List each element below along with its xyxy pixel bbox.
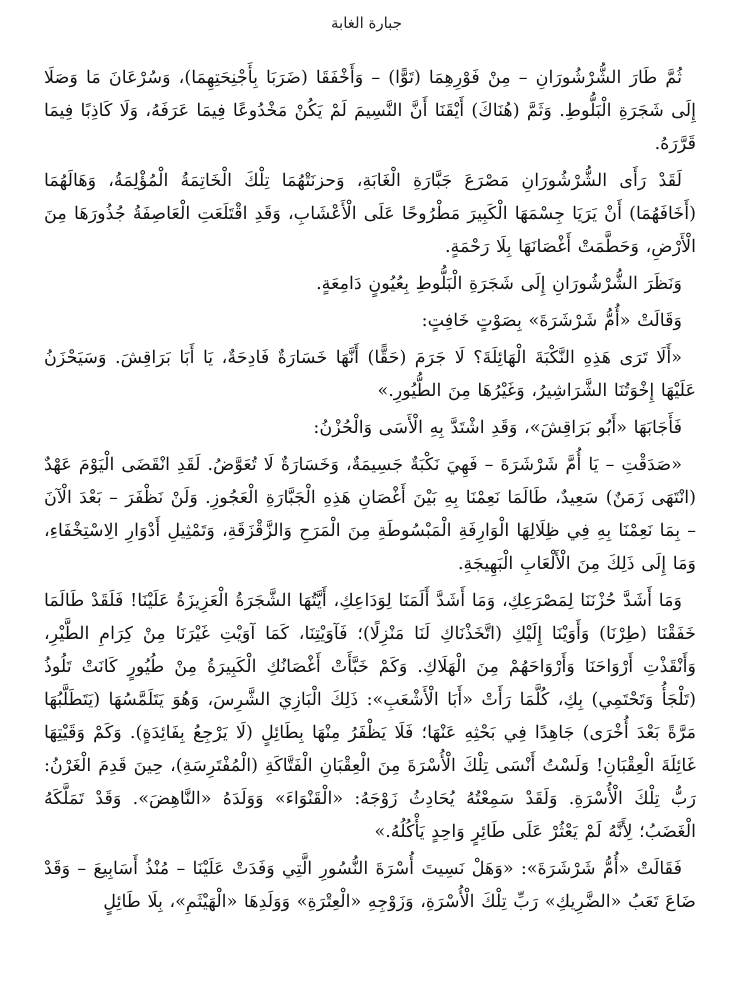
paragraph-3: وَنَظَرَ الشُّرْشُورَانِ إِلَى شَجَرَةِ الْبَلُّوطِ بِعُيُونٍ دَامِعَةٍ. <box>316 274 682 294</box>
paragraph-4: وَقَالَتْ «أُمُّ شَرْشَرَةَ» بِصَوْتٍ خَافِتٍ: <box>421 311 682 331</box>
paragraph-9: فَقَالَتْ «أُمُّ شَرْشَرَةَ»: «وَهَلْ نَسِيتَ أُسْرَةَ النُّسُورِ الَّتِي وَفَدَتْ عَلَيْنَا – مُنْذُ أَسَابِيعَ – وَقَدْ ضَاعَ تَعَبُ «الضَّرِيكِ» رَبِّ تِلْكَ الْأُسْرَةِ، وَزَوْجِهِ «الْعِتْرَةِ» وَوَلَدِهَا «الْهَيْثَمِ»، بِلَا طَائِلٍ <box>44 859 696 912</box>
paragraph-8: وَمَا أَشَدَّ حُزْنَنَا لِمَصْرَعِكِ، وَمَا أَشَدَّ أَلَمَنَا لِوَدَاعِكِ، أَيَّتُهَا الشَّجَرَةُ الْعَزِيزَةُ عَلَيْنَا! فَلَقَدْ طَالَمَا خَفَقْنَا (طِرْنَا) وَأَوَيْنَا إِلَيْكِ (اتَّخَذْنَاكِ لَنَا مَنْزِلًا)؛ فَآوَيْتِنَا، كَمَا آوَيْتِ غَيْرَنَا مِنْ كِرَامِ الطَّيْرِ، وَأَنْقَذْتِ أَرْوَاحَنَا وَأَرْوَاحَهُمْ مِنَ الْهَلَاكِ. وَكَمْ خَبَّأَتْ أَغْصَانُكِ الْكَبِيرَةُ مِنْ طُيُورٍ كَانَتْ تَلُوذُ (تَلْجَأُ وَتَحْتَمِي) بِكِ، كُلَّمَا رَأَتْ «أَبَا الْأَشْعَبِ»: ذَلِكَ الْبَازِيَ الشَّرِسَ، وَهُوَ يَتَلَمَّسُهَا (يَتَطَلَّبُهَا مَرَّةً بَعْدَ أُخْرَى) جَاهِدًا فِي بَحْثِهِ عَنْهَا؛ فَلَا يَظْفَرُ مِنْهَا بِطَائِلٍ (لَا يَرْجِعُ بِفَائِدَةٍ). وَكَمْ وَقَيْتِهَا غَائِلَةَ الْعِقْبَانِ! وَلَسْتُ أَنْسَى تِلْكَ الْأُسْرَةَ مِنَ الْعِقْبَانِ الْفَتَّاكَةِ (الْمُفْتَرِسَةِ)، حِينَ قَدِمَ الْغَرْنُ: رَبُّ تِلْكَ الْأُسْرَةِ. وَلَقَدْ سَمِعْتُهُ يُحَادِثُ زَوْجَهُ: «الْقَنْوَاءَ» وَوَلَدَهُ «النَّاهِضَ». وَقَدْ تَمَلَّكَهُ الْغَضَبُ؛ لِأَنَّهُ لَمْ يَعْثُرْ عَلَى طَائِرٍ وَاحِدٍ يَأْكُلُهُ.» <box>44 591 696 842</box>
page-header-title: جبارة الغابة <box>330 14 402 32</box>
paragraph-2: لَقَدْ رَأَى الشُّرْشُورَانِ مَصْرَعَ جَبَّارَةِ الْغَابَةِ، وَحزنَتْهُمَا تِلْكَ الْخَاتِمَةُ الْمُؤْلِمَةُ، وَهَالَهُمَا (أَخَافَهُمَا) أَنْ يَرَيَا جِسْمَهَا الْكَبِيرَ مَطْرُوحًا عَلَى الْأَعْشَابِ، وَقَدِ اقْتَلَعَتِ الْعَاصِفَةُ جُذُورَهَا مِنَ الْأَرْضِ، وَحَطَّمَتْ أَغْصَانَهَا بِلَا رَحْمَةٍ. <box>44 171 696 257</box>
paragraph-5: «أَلَا تَرَى هَذِهِ النَّكْبَةَ الْهَائِلَةَ؟ لَا جَرَمَ (حَقًّا) أَنَّهَا خَسَارَةٌ فَادِحَةٌ، يَا أَبَا بَرَاقِشَ. وَسَيَحْزَنُ عَلَيْهَا إِخْوَتُنَا الشَّرَاشِيرُ، وَغَيْرُهَا مِنَ الطُّيُورِ.» <box>44 348 696 401</box>
story-text <box>44 62 696 923</box>
paragraph-1: ثُمَّ طَارَ الشُّرْشُورَانِ – مِنْ فَوْرِهِمَا (تَوًّا) – وَأَخْفَقَا (ضَرَبَا بِأَجْنِحَتِهِمَا)، وَسُرْعَانَ مَا وَصَلَا إِلَى شَجَرَةِ الْبَلُّوطِ. وَثَمَّ (هُنَاكَ) أَيْقَنَا أَنَّ النَّسِيمَ لَمْ يَكُنْ مَخْدُوعًا فِيمَا عَرَفَهُ، وَلَا كَاذِبًا فِيمَا قَرَّرَهُ. <box>44 68 696 154</box>
paragraph-7: «صَدَقْتِ – يَا أُمَّ شَرْشَرَةَ – فَهِيَ نَكْبَةٌ جَسِيمَةٌ، وَخَسَارَةٌ لَا تُعَوَّضُ. لَقَدِ انْقَضَى الْيَوْمَ عَهْدٌ (انْتَهَى زَمَنٌ) سَعِيدٌ، طَالَمَا نَعِمْنَا بِهِ بَيْنَ أَغْصَانِ هَذِهِ الْجَبَّارَةِ الْعَجُوزِ. وَلَنْ نَظْفَرَ – بَعْدَ الْآنَ – بِمَا نَعِمْنَا بِهِ فِي ظِلَالِهَا الْوَارِفَةِ الْمَبْسُوطَةِ مِنَ الْمَرَحِ وَالزَّقْزَقَةِ، وَتَمْثِيلِ أَدْوَارِ الِاسْتِخْفَاءِ، وَمَا إِلَى ذَلِكَ مِنَ الْأَلْعَابِ الْبَهِيجَةِ. <box>44 455 696 574</box>
paragraph-6: فَأَجَابَهَا «أَبُو بَرَاقِشَ»، وَقَدِ اشْتَدَّ بِهِ الْأَسَى وَالْحُزْنُ: <box>313 418 682 438</box>
